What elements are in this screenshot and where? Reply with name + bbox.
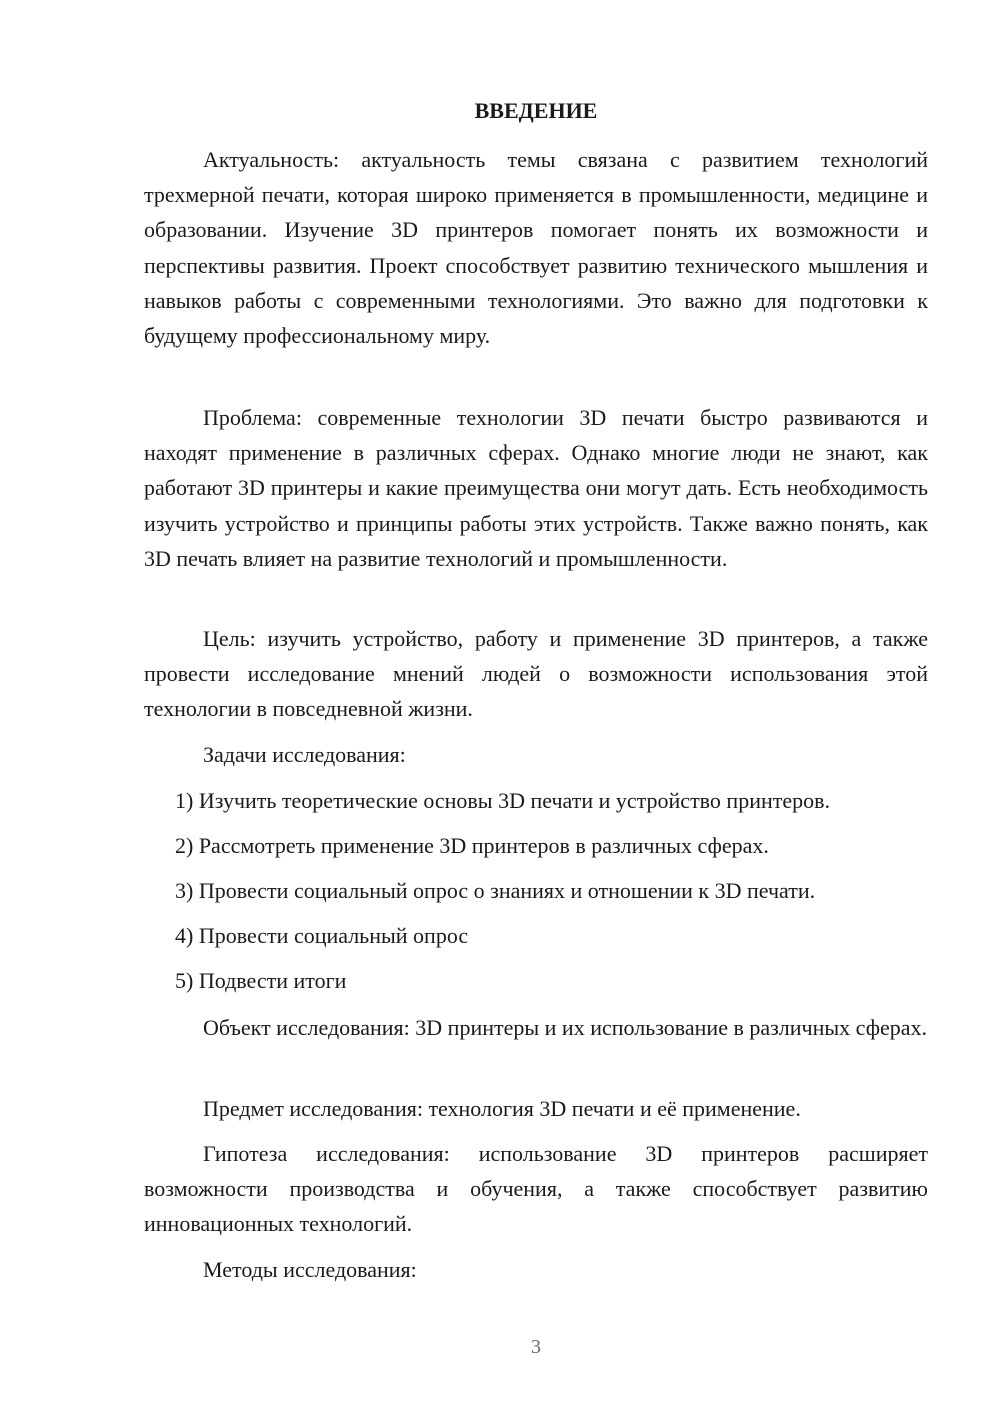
section-title: ВВЕДЕНИЕ [474,98,598,123]
paragraph-relevance: Актуальность: актуальность темы связана с развитием технологий трехмерной печати, которая широко применяется в промышленности, медицине и образовании. Изучение 3D принтеров помогает понять их возможности и перспективы развития. Проект способствует развитию технического мышления и навыков работы с современными технологиями. Это важно для подготовки к будущему профессиональному миру. [144,147,928,349]
paragraph-object: Объект исследования: 3D принтеры и их использование в различных сферах. [203,1015,927,1040]
paragraph-problem: Проблема: современные технологии 3D печати быстро развиваются и находят применение в различных сферах. Однако многие люди не знают, как работают 3D принтеры и какие преимущества они могут дать. Есть необходимость изучить устройство и принципы работы этих устройств. Также важно понять, как 3D печать влияет на развитие технологий и промышленности. [144,405,928,571]
paragraph-subject: Предмет исследования: технология 3D печати и её применение. [203,1096,801,1121]
task-item-1: 1) Изучить теоретические основы 3D печати и устройство принтеров. [175,788,831,813]
task-item-2: 2) Рассмотреть применение 3D принтеров в различных сферах. [175,833,769,858]
paragraph-goal: Цель: изучить устройство, работу и применение 3D принтеров, а также провести исследование мнений людей о возможности использования этой технологии в повседневной жизни. [144,626,928,722]
page-number: 3 [531,1336,541,1358]
task-item-5: 5) Подвести итоги [175,968,347,993]
tasks-heading: Задачи исследования: [203,742,406,767]
task-item-3: 3) Провести социальный опрос о знаниях и отношении к 3D печати. [175,878,816,903]
task-item-4: 4) Провести социальный опрос [175,923,469,948]
paragraph-hypothesis: Гипотеза исследования: использование 3D принтеров расширяет возможности производства и обучения, а также способствует развитию инновационных технологий. [144,1141,928,1237]
methods-heading: Методы исследования: [203,1257,417,1282]
